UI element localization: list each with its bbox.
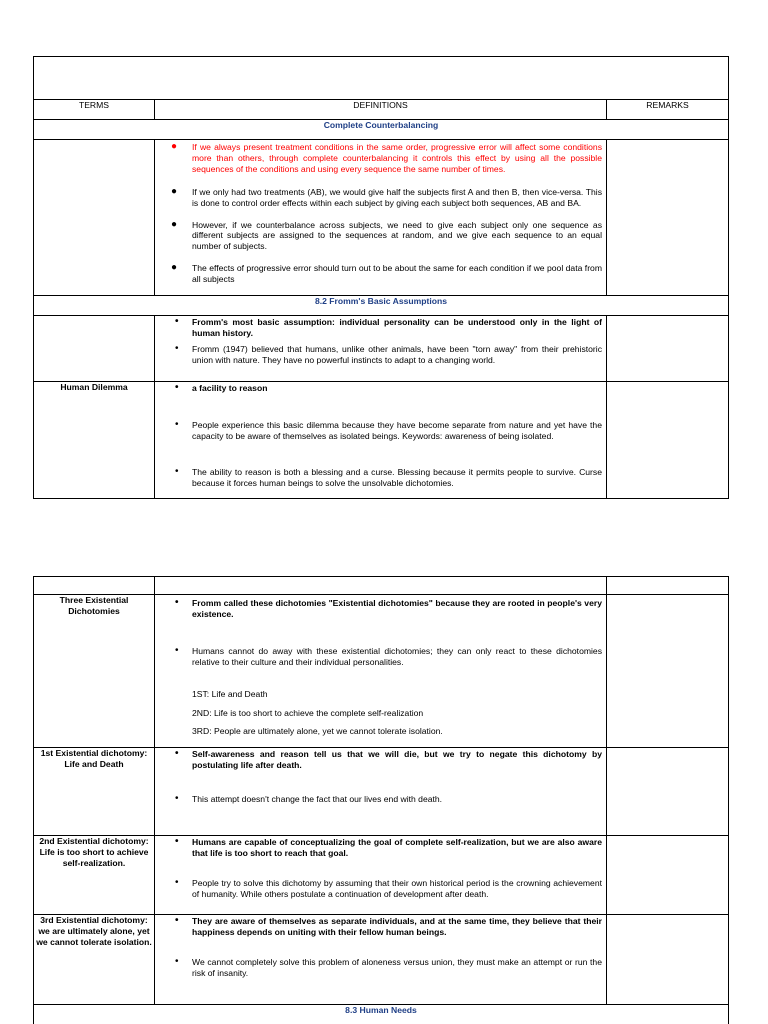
term-three-dichotomies: Three Existential Dichotomies [34, 595, 155, 748]
list-item: • Humans are capable of conceptualizing the goal of complete self-realization, but we are also aware that life is too short to reach that goal. [192, 837, 602, 859]
definition-cell [155, 836, 607, 915]
remarks-cell [607, 915, 729, 1005]
list-item: • a facility to reason [192, 383, 602, 394]
list-item: • Fromm (1947) believed that humans, unlike other animals, have been "torn away" from their prehistoric union with nature. They have no powerful instincts to adapt to a changing world. [192, 344, 602, 366]
list-item: • Fromm's most basic assumption: individual personality can be understood only in the light of human history. [192, 317, 602, 339]
table-row [34, 915, 729, 1005]
table-row [34, 836, 729, 915]
notes-table-1 [33, 56, 729, 499]
list-item: • We cannot completely solve this problem of aloneness versus union, they must make an attempt or run the risk of insanity. [192, 957, 602, 979]
list-item: ● However, if we counterbalance across subjects, we need to give each subject only one sequence as different subjects are assigned to the sequences at random, and we give each sequence to an equal number of subjects. [192, 220, 602, 253]
section-heading-human-needs: 8.3 Human Needs [34, 1005, 729, 1024]
term-human-dilemma: Human Dilemma [34, 382, 155, 499]
remarks-cell [607, 595, 729, 748]
section-row [34, 296, 729, 316]
list-item: • They are aware of themselves as separate individuals, and at the same time, they believe that their happiness depends on uniting with their fellow human beings. [192, 916, 602, 938]
list-item: • Self-awareness and reason tell us that we will die, but we try to negate this dichotomy by postulating life after death. [192, 749, 602, 771]
table-row [34, 140, 729, 296]
section-row [34, 1005, 729, 1024]
section-row [34, 120, 729, 140]
term-cell [34, 316, 155, 382]
definition-cell [155, 748, 607, 836]
list-item: 2ND: Life is too short to achieve the complete self-realization [192, 707, 424, 718]
header-row [34, 577, 729, 595]
table-row [34, 316, 729, 382]
term-second-dichotomy: 2nd Existential dichotomy: Life is too short to achieve self-realization. [34, 836, 155, 915]
list-item: • People experience this basic dilemma because they have become separate from nature and yet have the capacity to be aware of themselves as isolated beings. Keywords: awareness of being isolated. [192, 420, 602, 442]
remarks-cell [607, 316, 729, 382]
header-definitions: DEFINITIONS [155, 100, 607, 120]
remarks-cell [607, 140, 729, 296]
term-cell [34, 140, 155, 296]
title-row [34, 57, 729, 100]
list-item: ● The effects of progressive error should turn out to be about the same for each condition if we pool data from all subjects [192, 263, 602, 285]
section-heading-counterbalancing: Complete Counterbalancing [34, 120, 729, 140]
definition-cell [155, 915, 607, 1005]
list-item: • People try to solve this dichotomy by assuming that their own historical period is the crowning achievement of humanity. While others postulate a continuation of development after death. [192, 878, 602, 900]
header-row [34, 100, 729, 120]
list-item: • Fromm called these dichotomies "Existential dichotomies" because they are rooted in people's very existence. [192, 598, 602, 620]
notes-table-2 [33, 576, 729, 1024]
remarks-cell [607, 748, 729, 836]
definition-cell [155, 316, 607, 382]
list-item: ● If we always present treatment conditions in the same order, progressive error will affect some conditions more than others, through complete counterbalancing it controls this effect by using all the possible sequences of the conditions and using every sequence the same number of times. [192, 142, 602, 175]
header-remarks: REMARKS [607, 100, 729, 120]
term-third-dichotomy: 3rd Existential dichotomy: we are ultimately alone, yet we cannot tolerate isolation. [34, 915, 155, 1005]
remarks-cell [607, 382, 729, 499]
remarks-cell [607, 836, 729, 915]
table-row [34, 382, 729, 499]
list-item: 1ST: Life and Death [192, 688, 268, 699]
term-first-dichotomy: 1st Existential dichotomy: Life and Death [34, 748, 155, 836]
definition-cell [155, 595, 607, 748]
definition-cell [155, 382, 607, 499]
header-terms: TERMS [34, 100, 155, 120]
list-item: ● If we only had two treatments (AB), we would give half the subjects first A and then B, then vice-versa. This is done to control order effects within each subject by giving each subject both sequences, AB and BA. [192, 187, 602, 209]
list-item: • This attempt doesn't change the fact that our lives end with death. [192, 794, 602, 805]
table-row [34, 748, 729, 836]
list-item: • Humans cannot do away with these existential dichotomies; they can only react to these dichotomies relative to their culture and their individual personalities. [192, 646, 602, 668]
list-item: 3RD: People are ultimately alone, yet we cannot tolerate isolation. [192, 726, 443, 737]
table-row [34, 595, 729, 748]
definition-cell [155, 140, 607, 296]
section-heading-fromm: 8.2 Fromm's Basic Assumptions [34, 296, 729, 316]
list-item: • The ability to reason is both a blessing and a curse. Blessing because it permits people to survive. Curse because it forces human beings to solve the unsolvable dichotomies. [192, 467, 602, 489]
